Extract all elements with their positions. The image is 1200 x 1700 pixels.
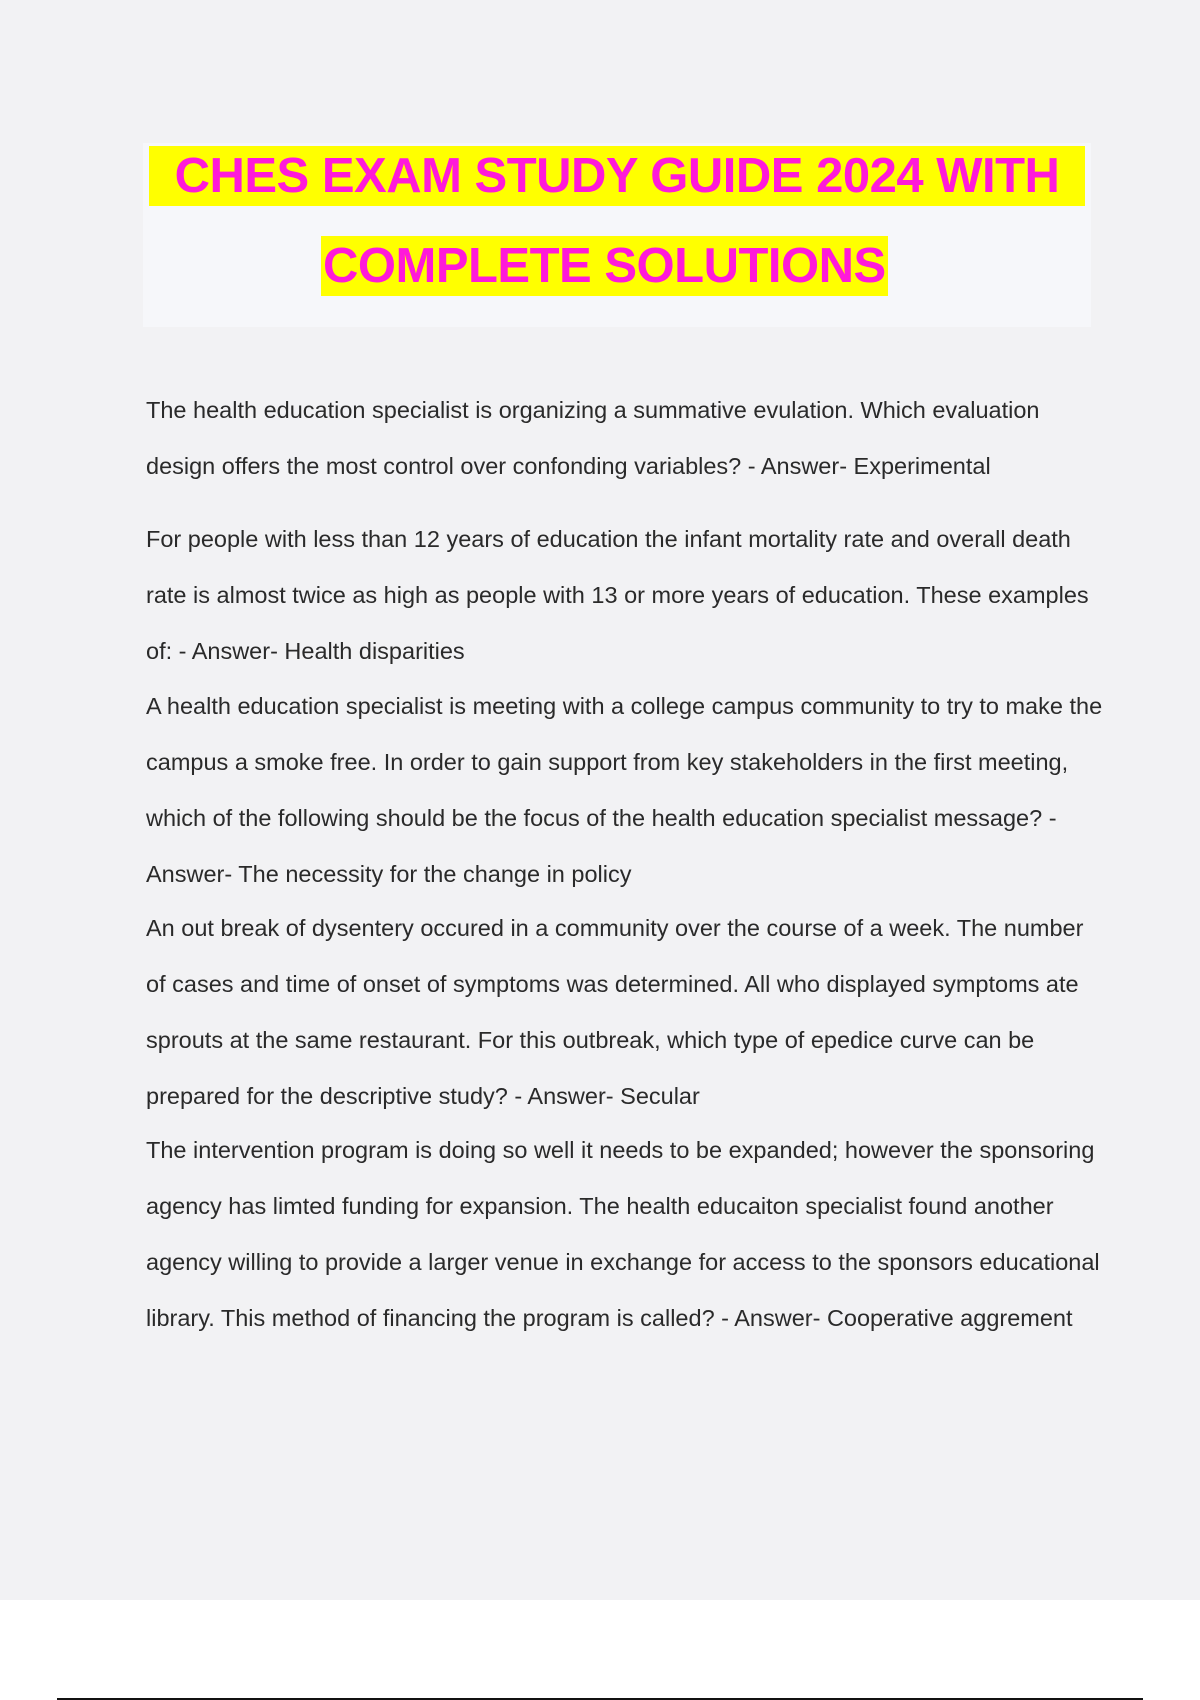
- question-text: For people with less than 12 years of education the infant mortality rate and overall death rate is almost twice as high as people with 13 or more years of education. These examples of: - Answer- Health disparities: [146, 526, 1089, 664]
- question-4: [146, 900, 1106, 1124]
- document-title-line-1: CHES EXAM STUDY GUIDE 2024 WITH: [149, 146, 1085, 206]
- question-text: The intervention program is doing so well it needs to be expanded; however the sponsoring agency has limted funding for expansion. The health educaiton specialist found another agency willing to provide a larger venue in exchange for access to the sponsors educational library. This method of financing the program is called? - Answer- Cooperative aggrement: [146, 1137, 1100, 1331]
- question-5: [146, 1122, 1106, 1346]
- question-text: The health education specialist is organizing a summative evulation. Which evaluation design offers the most control over confonding variables? - Answer- Experimental: [146, 397, 1040, 479]
- document-title-line-2: COMPLETE SOLUTIONS: [321, 236, 888, 296]
- question-text: A health education specialist is meeting with a college campus community to try to make the campus a smoke free. In order to gain support from key stakeholders in the first meeting, which of the following should be the focus of the health education specialist message? - Answer- The necessity for the change in policy: [146, 693, 1103, 887]
- title-block: [143, 143, 1091, 327]
- question-3: [146, 678, 1106, 902]
- question-1: [146, 382, 1106, 494]
- question-text: An out break of dysentery occured in a community over the course of a week. The number of cases and time of onset of symptoms was determined. All who displayed symptoms ate sprouts at the same restaurant. For this outbreak, which type of epedice curve can be prepared for the descriptive study? - Answer- Secular: [146, 915, 1084, 1109]
- question-2: [146, 511, 1106, 679]
